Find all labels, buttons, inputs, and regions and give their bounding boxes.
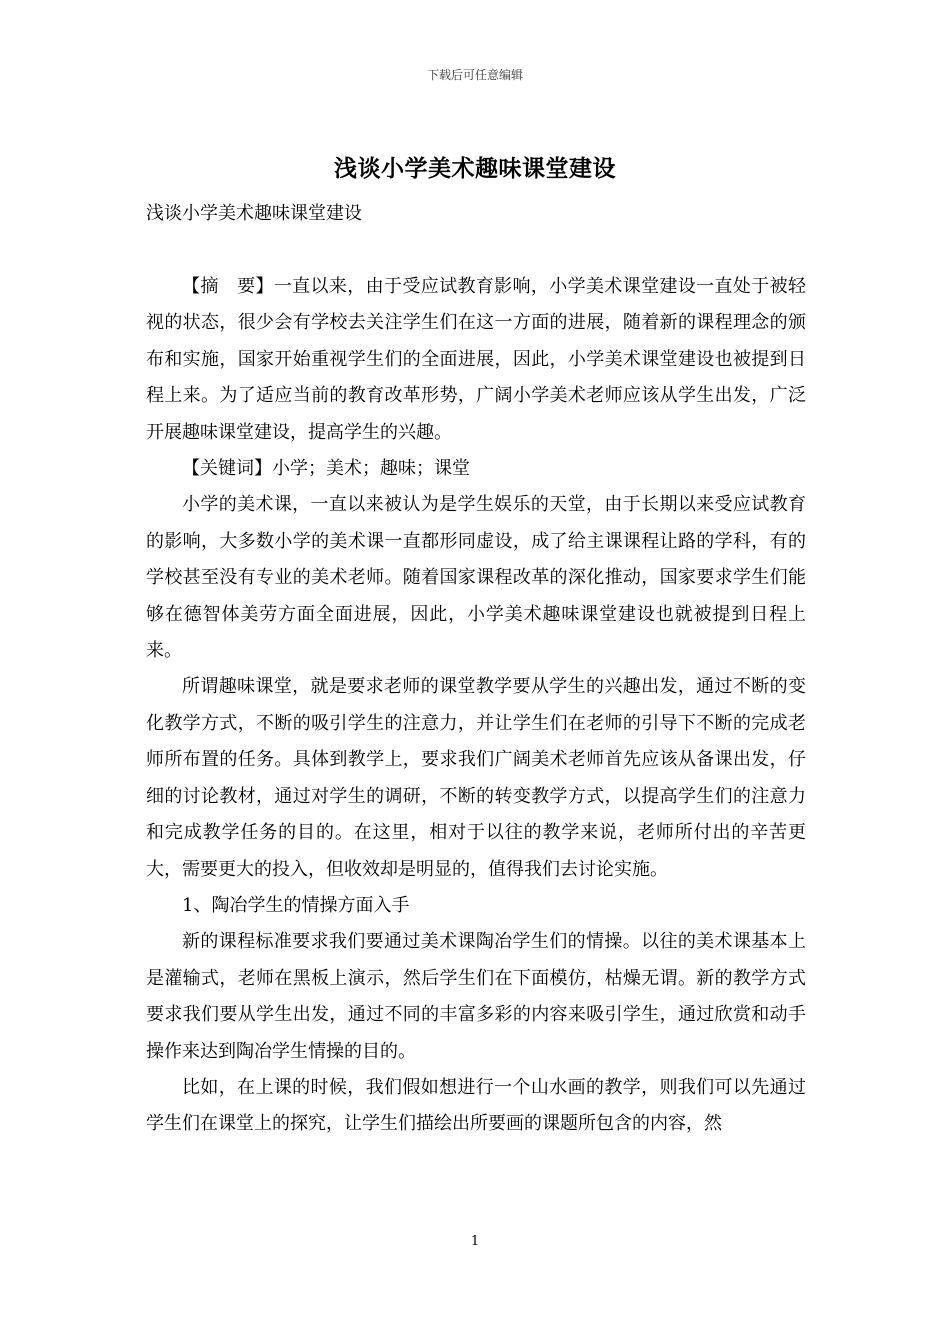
keywords-paragraph: 【关键词】小学；美术；趣味；课堂 (182, 458, 470, 480)
body-paragraph: 所谓趣味课堂，就是要求老师的课堂教学要从学生的兴趣出发，通过不断的变化教学方式，不断的吸引学生的注意力，并让学生们在老师的引导下不断的完成老师所布置的任务。具体到教学上，要求我们广阔美术老师首先应该从备课出发，仔细的讨论教材，通过对学生的调研，不断的转变教学方式，以提高学生们的注意力和完成教学任务的目的。在这里，相对于以往的教学来说，老师所付出的辛苦更大，需要更大的投入，但收效却是明显的，值得我们去讨论实施。 (146, 676, 806, 880)
document-subtitle: 浅谈小学美术趣味课堂建设 (146, 203, 362, 224)
body-paragraph: 比如，在上课的时候，我们假如想进行一个山水画的教学，则我们可以先通过学生们在课堂上的探究，让学生们描绘出所要画的课题所包含的内容，然 (146, 1076, 806, 1135)
page-number: 1 (470, 1234, 480, 1249)
section-heading: 1、陶冶学生的情操方面入手 (182, 894, 410, 916)
header-note: 下载后可任意编辑 (426, 68, 523, 82)
document-body (146, 269, 806, 1143)
document-title: 浅谈小学美术趣味课堂建设 (334, 155, 616, 182)
abstract-paragraph: 【摘 要】一直以来，由于受应试教育影响，小学美术课堂建设一直处于被轻视的状态，很少会有学校去关注学生们在这一方面的进展，随着新的课程理念的颁布和实施，国家开始重视学生们的全面进展，因此，小学美术课堂建设也被提到日程上来。为了适应当前的教育改革形势，广阔小学美术老师应该从学生出发，广泛开展趣味课堂建设，提高学生的兴趣。 (146, 276, 806, 443)
body-paragraph: 新的课程标准要求我们要通过美术课陶冶学生们的情操。以往的美术课基本上是灌输式，老师在黑板上演示，然后学生们在下面模仿，枯燥无谓。新的教学方式要求我们要从学生出发，通过不同的丰富多彩的内容来吸引学生，通过欣赏和动手操作来达到陶冶学生情操的目的。 (146, 931, 806, 1062)
body-paragraph: 小学的美术课，一直以来被认为是学生娱乐的天堂，由于长期以来受应试教育的影响，大多数小学的美术课一直都形同虚设，成了给主课课程让路的学科，有的学校甚至没有专业的美术老师。随着国家课程改革的深化推动，国家要求学生们能够在德智体美劳方面全面进展，因此，小学美术趣味课堂建设也就被提到日程上来。 (146, 494, 806, 662)
